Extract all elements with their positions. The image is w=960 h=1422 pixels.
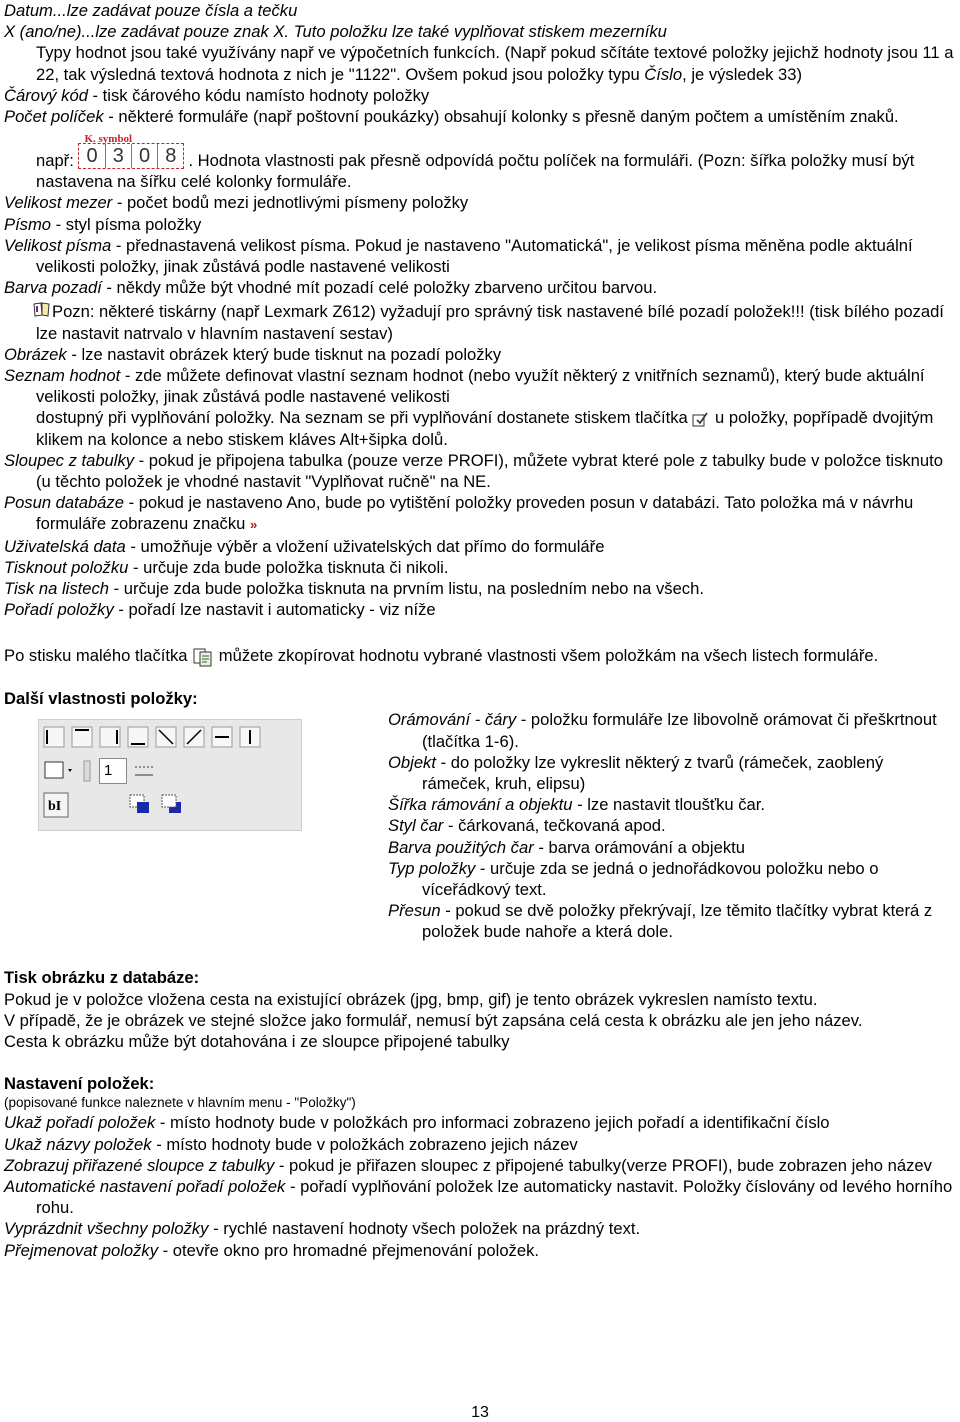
nastaveni-sub: (popisované funkce naleznete v hlavním menu - "Položky") — [4, 1095, 356, 1111]
posun-marker-icon: » — [250, 517, 258, 533]
line-carovy-kod: Čárový kód - tisk čárového kódu namísto hodnoty položky — [4, 85, 430, 105]
line-typy: Typy hodnot jsou také využívány např ve výpočetních funkcích. (Např pokud sčítáte textové položky jejichž hodnoty jsou 11 a 22, tak výsledná textová hodnota z nich je "1122". Ovšem pokud jsou položky typu Číslo, je výsledek 33) — [36, 43, 954, 84]
nastaveni-item-0: Ukaž pořadí položek - místo hodnoty bude v položkách pro informaci zobrazeno jejich pořadí a identifikační číslo — [4, 1113, 830, 1133]
line-uzivatelska-data: Uživatelská data - umožňuje výběr a vložení uživatelských dat přímo do formuláře — [4, 536, 605, 556]
properties-descriptions — [388, 709, 948, 942]
k-symbol-image: K. symbol 0 3 0 8 — [78, 131, 184, 171]
line-tisk-na-listech: Tisk na listech - určuje zda bude položka tisknuta na prvním listu, na posledním nebo na všech. — [4, 579, 704, 599]
book-icon — [32, 301, 52, 319]
diagonal-up-button[interactable] — [183, 726, 207, 748]
send-back-button[interactable] — [159, 792, 187, 818]
heading-nastaveni: Nastavení položek: — [4, 1074, 155, 1094]
line-posun: Posun databáze - pokud je nastaveno Ano, bude po vytištění položky proveden posun v databázi. Tato položka má v návrhu formuláře zobrazenu značku » — [4, 493, 914, 534]
line-style-icon[interactable] — [131, 759, 157, 783]
prop-objekt: Objekt - do položky lze vykreslit některý z tvarů (rámeček, zaoblený rámeček, kruh, elipsu) — [388, 752, 884, 793]
line-poradi: Pořadí položky - pořadí lze nastavit i automaticky - viz níže — [4, 600, 436, 620]
prop-sirka: Šířka rámování a objektu - lze nastavit tloušťku čar. — [388, 795, 765, 815]
vertical-line-button[interactable] — [239, 726, 263, 748]
line-po-stisku: Po stisku malého tlačítka můžete zkopírovat hodnotu vybrané vlastnosti všem položkám na všech listech formuláře. — [4, 646, 879, 666]
nastaveni-item-2: Zobrazuj přiřazené sloupce z tabulky - pokud je přiřazen sloupec z připojené tabulky(verze PROFI), bude zobrazen jeho název — [4, 1155, 932, 1175]
svg-text:bI: bI — [48, 799, 62, 815]
line-width-field[interactable]: 1 — [99, 758, 127, 784]
line-velikost-pisma: Velikost písma - přednastavená velikost písma. Pokud je nastaveno "Automatická", je velikost písma měněna podle aktuální velikosti položky, jinak zůstává podle nastavené velikosti — [4, 235, 913, 277]
border-left-button[interactable] — [43, 726, 67, 748]
page-number: 13 — [471, 1404, 489, 1421]
item-type-button[interactable] — [43, 792, 69, 818]
tisk-obr-p1: Pokud je v položce vložena cesta na existující obrázek (jpg, bmp, gif) je tento obrázek vykreslen namísto textu. — [4, 989, 818, 1009]
diagonal-down-button[interactable] — [155, 726, 179, 748]
nastaveni-item-5: Přejmenovat položky - otevře okno pro hromadné přejmenování položek. — [4, 1240, 539, 1260]
heading-tisk-obrazku: Tisk obrázku z databáze: — [4, 968, 200, 988]
line-pismo: Písmo - styl písma položky — [4, 214, 202, 234]
line-barva-pozadi: Barva pozadí - někdy může být vhodné mít pozadí celé položky zbarveno určitou barvou. — [4, 278, 658, 298]
tisk-obr-p3: Cesta k obrázku může být dotahována i ze sloupce připojené tabulky — [4, 1031, 510, 1051]
line-pocet-policek: Počet políček - některé formuláře (např poštovní poukázky) obsahují kolonky s přesně daným počtem a umístěním znaků. — [4, 107, 899, 127]
border-top-button[interactable] — [71, 726, 95, 748]
line-velikost-mezer: Velikost mezer - počet bodů mezi jednotlivými písmeny položky — [4, 193, 469, 213]
line-sloupec: Sloupec z tabulky - pokud je připojena tabulka (pouze verze PROFI), můžete vybrat které pole z tabulky bude v položce tisknuto (u těchto položek je vhodné nastavit "Vyplňovat ručně" na NE. — [4, 450, 943, 492]
nastaveni-item-1: Ukaž názvy položek - místo hodnoty bude v položkách zobrazeno jejich název — [4, 1134, 578, 1154]
prop-barva: Barva použitých čar - barva orámování a objektu — [388, 837, 745, 857]
border-right-button[interactable] — [99, 726, 123, 748]
heading-dalsi-vlastnosti: Další vlastnosti položky: — [4, 689, 198, 709]
prop-styl: Styl čar - čárkovaná, tečkovaná apod. — [388, 816, 666, 836]
dalsi-vlastnosti-section — [0, 709, 960, 967]
copy-property-icon — [192, 647, 214, 667]
object-shape-icon[interactable] — [43, 759, 77, 783]
border-bottom-button[interactable] — [127, 726, 151, 748]
line-datum: Datum...lze zadávat pouze čísla a tečku — [4, 1, 298, 20]
bring-front-button[interactable] — [127, 792, 155, 818]
line-napr: např: K. symbol 0 3 0 8 . Hodnota vlastnosti pak přesně odpovídá počtu políček na formuláři. (Pozn: šířka položky musí být nastavena na šířku celé kolonky formuláře. — [36, 133, 915, 192]
line-seznam: Seznam hodnot - zde můžete definovat vlastní seznam hodnot (nebo využít některý z vnitřních seznamů), který bude aktuální velikosti položky, jinak zůstává podle nastavené velikosti dostupný při vyplňování položky. Na seznam se při vyplňování dostanete stiskem tlačítka u položky, popřípadě dvojitým klikem na kolonce a nebo stiskem kláves Alt+šipka dolů. — [4, 366, 934, 449]
prop-presun: Přesun - pokud se dvě položky překrývají, lze těmito tlačítky vybrat která z položek bude nahoře a která dole. — [388, 901, 933, 942]
horizontal-line-button[interactable] — [211, 726, 235, 748]
line-pozn: Pozn: některé tiskárny (např Lexmark Z612) vyžadují pro správný tisk nastavené bílé pozadí položek!!! (tisk bílého pozadí lze nastavit natrvalo v hlavním nastavení sestav) — [0, 301, 960, 343]
prop-typ: Typ položky - určuje zda se jedná o jednořádkovou položku nebo o víceřádkový text. — [388, 858, 879, 899]
tisk-obr-p2: V případě, že je obrázek ve stejné složce jako formulář, nemusí být zapsána celá cesta k obrázku ale jen jeho název. — [4, 1010, 863, 1030]
list-dropdown-icon — [692, 411, 710, 427]
nastaveni-item-3: Automatické nastavení pořadí položek - pořadí vyplňování položek lze automaticky nastavit. Položky číslovány od levého horního rohu. — [4, 1176, 953, 1218]
line-obrazek: Obrázek - lze nastavit obrázek který bude tisknut na pozadí položky — [4, 344, 502, 364]
prop-oramovani: Orámování - čáry - položku formuláře lze libovolně orámovat či přeškrtnout (tlačítka 1-6). — [388, 710, 937, 751]
scroll-handle[interactable] — [81, 759, 95, 783]
line-x: X (ano/ne)...lze zadávat pouze znak X. Tuto položku lze také vyplňovat stiskem mezerníku — [4, 22, 667, 42]
line-tisknout: Tisknout položku - určuje zda bude položka tisknuta či nikoli. — [4, 557, 449, 577]
nastaveni-item-4: Vyprázdnit všechny položky - rychlé nastavení hodnoty všech položek na prázdný text. — [4, 1219, 641, 1239]
properties-toolbar — [38, 719, 302, 831]
